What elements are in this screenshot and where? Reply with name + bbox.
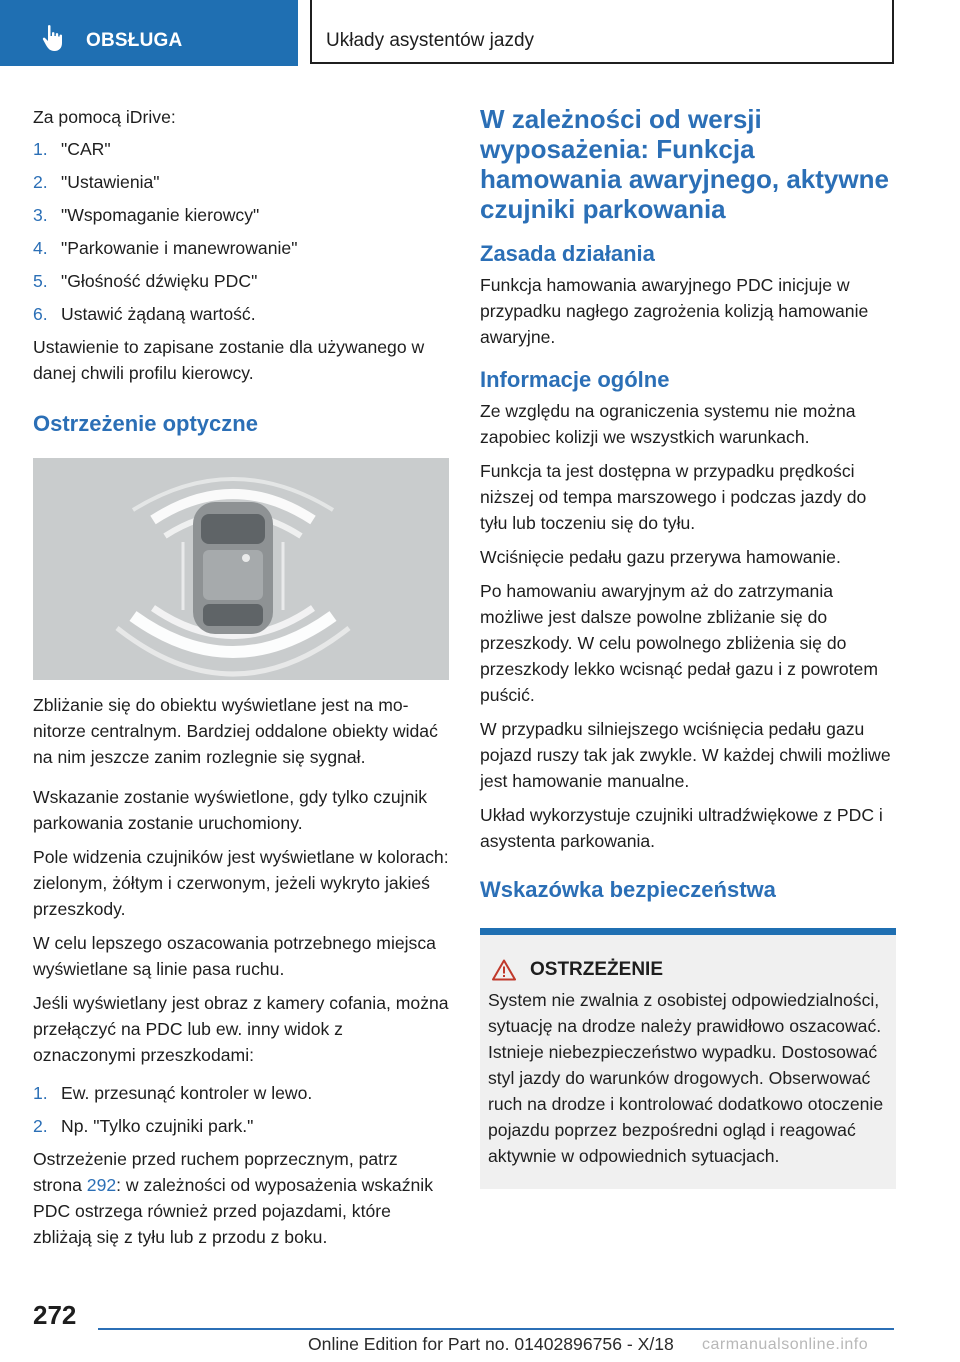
paragraph: W przypadku silniejszego wciśnięcia pedału gazu pojazd ruszy tak jak zwykle. W każdej chwili możliwe jest hamowanie manualne. bbox=[480, 719, 891, 791]
safety-heading: Wskazówka bezpieczeństwa bbox=[480, 877, 776, 902]
section-tab[interactable] bbox=[0, 0, 298, 66]
paragraph: Zbliżanie się do obiektu wyświetlane jest na monitorze centralnym. Bardziej oddalone obiekty widać na nim jeszcze zanim rozlegnie się sygnał. bbox=[33, 695, 438, 767]
paragraph: Wskazanie zostanie wyświetlone, gdy tylko czujnik parkowania zostanie uruchomiony. bbox=[33, 787, 428, 833]
paragraph: Układ wykorzystuje czujniki ultradźwiękowe z PDC i asystenta parkowania. bbox=[480, 805, 883, 851]
chapter-title: Układy asystentów jazdy bbox=[326, 30, 535, 51]
intro-text: Za pomocą iDrive: bbox=[33, 107, 176, 127]
footer-divider bbox=[98, 1328, 894, 1330]
list-item: 1. "CAR" bbox=[33, 139, 111, 159]
principle-heading: Zasada działania bbox=[480, 241, 655, 266]
list-item: 2. "Ustawienia" bbox=[33, 172, 160, 192]
main-heading: W zależności od wersji wyposażenia: Funkcja hamowania awaryjnego, aktywne czujniki parkowania bbox=[480, 104, 889, 224]
paragraph: Funkcja ta jest dostępna w przypadku prędkości niższej od tempa marszowego i podczas jazdy do tyłu lub toczeniu się do tyłu. bbox=[480, 461, 867, 533]
warning-box bbox=[480, 928, 896, 1189]
cross-traffic-paragraph: Ostrzeżenie przed ruchem poprzecznym, patrz strona 292: w zależności od wyposażenia wskaźnik PDC ostrzega również przed pojazdami, które zbliżają się z tyłu lub z przodu z boku. bbox=[33, 1149, 433, 1247]
paragraph: Wciśnięcie pedału gazu przerywa hamowanie. bbox=[480, 547, 841, 567]
watermark: carmanualsonline.info bbox=[702, 1336, 869, 1353]
list-item: 3. "Wspomaganie kierowcy" bbox=[33, 205, 260, 225]
pdc-figure bbox=[33, 458, 449, 680]
parking-sensor-illustration bbox=[33, 458, 449, 680]
list-item: 2. Np. "Tylko czujniki park." bbox=[33, 1116, 254, 1136]
list-item: 4. "Parkowanie i manewrowanie" bbox=[33, 238, 298, 258]
section-label: OBSŁUGA bbox=[86, 30, 183, 51]
idrive-steps bbox=[33, 136, 449, 327]
paragraph: W celu lepszego oszacowania potrzebnego miejsca wyświetlane są linie pasa ruchu. bbox=[33, 933, 436, 979]
list-item: 6. Ustawić żądaną wartość. bbox=[33, 304, 256, 324]
warning-text: System nie zwalnia z osobistej odpowiedzialności, sytuację na drodze należy prawidłowo oszacować. Istnieje niebezpieczeństwo wypadku. Dostosować styl jazdy do warunków drogowych. Obserwować ruch na drodze i kontrolować dodatkowo otoczenie pojazdu poprzez bezpośredni ogląd i reagować aktywnie w odpowiednich sytuacjach. bbox=[488, 990, 884, 1166]
profile-note: Ustawienie to zapisane zostanie dla używanego w danej chwili profilu kierowcy. bbox=[33, 337, 425, 383]
paragraph: Funkcja hamowania awaryjnego PDC inicjuje w przypadku nagłego zagrożenia kolizją hamowanie awaryjne. bbox=[480, 275, 869, 347]
paragraph: Jeśli wyświetlany jest obraz z kamery cofania, można przełączyć na PDC lub ew. inny widok z oznaczonymi przeszkodami: bbox=[33, 993, 449, 1065]
right-column bbox=[480, 104, 896, 1189]
paragraph: Ze względu na ograniczenia systemu nie można zapobiec kolizji we wszystkich warunkach. bbox=[480, 401, 856, 447]
paragraph: Pole widzenia czujników jest wyświetlane w kolorach: zielonym, żółtym i czerwonym, jeżeli wykryto jakieś przeszkody. bbox=[33, 847, 449, 919]
chapter-title-box bbox=[310, 0, 894, 64]
left-column bbox=[33, 104, 449, 1250]
warning-title: OSTRZEŻENIE bbox=[530, 959, 664, 980]
page-number: 272 bbox=[33, 1300, 77, 1330]
view-steps bbox=[33, 1080, 449, 1139]
general-heading: Informacje ogólne bbox=[480, 367, 670, 392]
paragraph: Po hamowaniu awaryjnym aż do zatrzymania możliwe jest dalsze powolne zbliżanie się do przeszkody. W celu powolnego zbliżenia się do przeszkody lekko wcisnąć pedał gazu i z powrotem puścić. bbox=[480, 581, 878, 705]
list-item: 1. Ew. przesunąć kontroler w lewo. bbox=[33, 1083, 313, 1103]
warning-triangle-icon bbox=[492, 959, 516, 981]
section-heading: Ostrzeżenie optyczne bbox=[33, 411, 258, 436]
warning-header bbox=[488, 959, 888, 981]
page-link[interactable]: 292 bbox=[86, 1175, 117, 1195]
list-item: 5. "Głośność dźwięku PDC" bbox=[33, 271, 258, 291]
pointing-hand-icon bbox=[40, 24, 68, 52]
edition-text: Online Edition for Part no. 01402896756 - X/18 bbox=[308, 1334, 674, 1354]
